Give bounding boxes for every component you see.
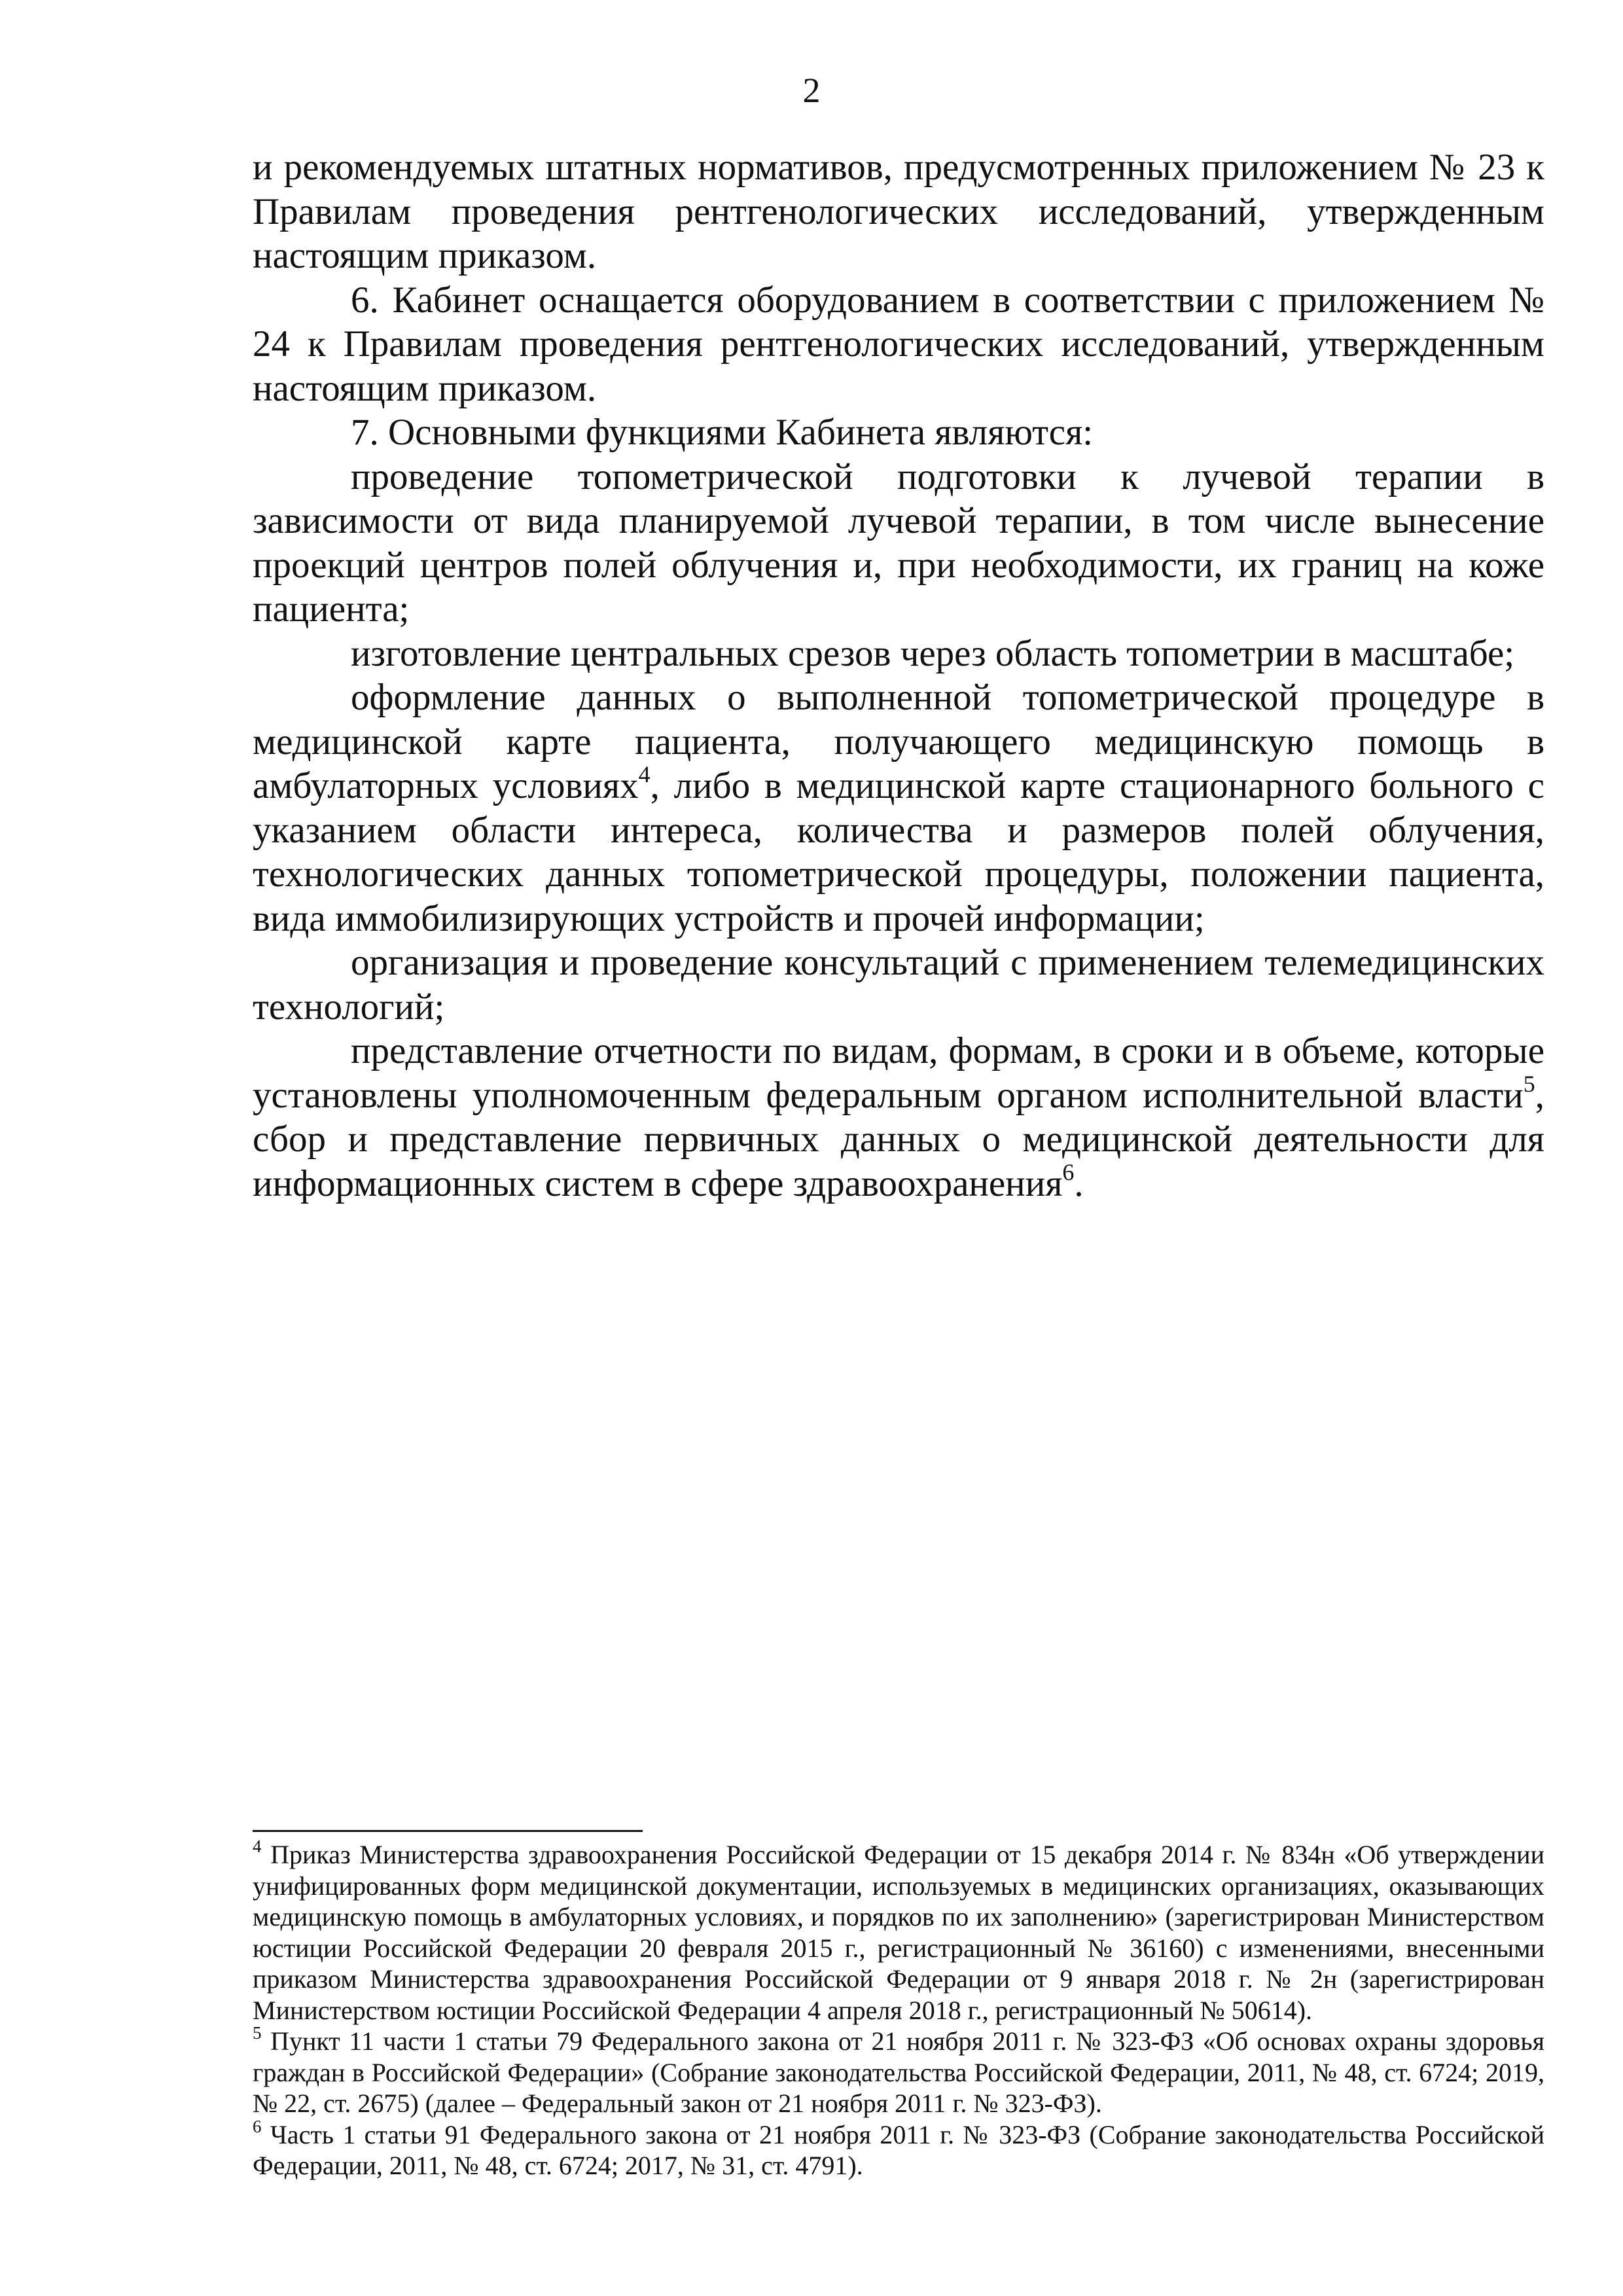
paragraph-topometric-preparation: проведение топометрической подготовки к лучевой терапии в зависимости от вида планируемой лучевой терапии, в том числе вынесение проекций центров полей облучения и, при необходимости, их границ на коже пациента; <box>253 456 1544 630</box>
paragraph-functions-heading: 7. Основными функциями Кабинета являются: <box>351 412 1094 453</box>
paragraph-medical-record <box>253 675 1544 941</box>
footnote-ref-6[interactable]: 6 <box>1062 1158 1075 1185</box>
paragraph-reporting <box>253 1029 1544 1206</box>
paragraph-reporting-text-cont: , сбор и представление первичных данных о медицинской деятельности для информационных систем в сфере здравоохранения <box>253 1074 1544 1204</box>
paragraph-reporting-end: . <box>1074 1162 1084 1204</box>
page-number: 2 <box>802 71 821 110</box>
footnote-separator <box>253 1830 643 1832</box>
paragraph-reporting-text: представление отчетности по видам, формам, в сроки и в объеме, которые установлены уполномоченным федеральным органом исполнительной власти <box>253 1030 1544 1116</box>
footnote-mark-5: 5 <box>253 2023 262 2043</box>
footnote-5-text: Пункт 11 части 1 статьи 79 Федерального закона от 21 ноября 2011 г. № 323-ФЗ «Об основах охраны здоровья граждан в Российской Федерации» (Собрание законодательства Российской Федерации, 2011, № 48, ст. 6724; 2019, № 22, ст. 2675) (далее – Федеральный закон от 21 ноября 2011 г. № 323-ФЗ). <box>253 2026 1544 2118</box>
footnote-5 <box>253 2023 1544 2119</box>
paragraph-equipment: 6. Кабинет оснащается оборудованием в соответствии с приложением № 24 к Правилам проведения рентгенологических исследований, утвержденным настоящим приказом. <box>253 279 1544 409</box>
footnote-ref-4[interactable]: 4 <box>638 761 651 787</box>
footnote-mark-6: 6 <box>253 2116 262 2136</box>
footnote-mark-4: 4 <box>253 1837 262 1856</box>
paragraph-staff-standards: и рекомендуемых штатных нормативов, предусмотренных приложением № 23 к Правилам проведения рентгенологических исследований, утвержденным настоящим приказом. <box>253 147 1544 276</box>
paragraph-central-sections: изготовление центральных срезов через область топометрии в масштабе; <box>351 632 1515 674</box>
footnotes <box>253 1839 1544 2181</box>
paragraph-medical-record-text-cont: , либо в медицинской карте стационарного больного с указанием области интереса, количества и размеров полей облучения, технологических данных топометрической процедуры, положении пациента, вида иммобилизирующих устройств и прочей информации; <box>253 765 1544 939</box>
footnote-4-text: Приказ Министерства здравоохранения Российской Федерации от 15 декабря 2014 г. № 834н «Об утверждении унифицированных форм медицинской документации, используемых в медицинских организациях, оказывающих медицинскую помощь в амбулаторных условиях, и порядков по их заполнению» (зарегистрирован Министерством юстиции Российской Федерации 20 февраля 2015 г., регистрационный № 36160) с изменениями, внесенными приказом Министерства здравоохранения Российской Федерации от 9 января 2018 г. № 2н (зарегистрирован Министерством юстиции Российской Федерации 4 апреля 2018 г., регистрационный № 50614). <box>253 1840 1544 2025</box>
footnote-ref-5[interactable]: 5 <box>1523 1070 1535 1097</box>
paragraph-medical-record-text: оформление данных о выполненной топометрической процедуре в медицинской карте пациента, получающего медицинскую помощь в амбулаторных условиях <box>253 677 1544 806</box>
document-body <box>253 145 1544 1206</box>
footnote-6 <box>253 2116 1544 2181</box>
footnote-6-text: Часть 1 статьи 91 Федерального закона от 21 ноября 2011 г. № 323-ФЗ (Собрание законодательства Российской Федерации, 2011, № 48, ст. 6724; 2017, № 31, ст. 4791). <box>253 2119 1544 2180</box>
footnote-4 <box>253 1839 1544 2026</box>
paragraph-telemedicine: организация и проведение консультаций с применением телемедицинских технологий; <box>253 942 1544 1028</box>
